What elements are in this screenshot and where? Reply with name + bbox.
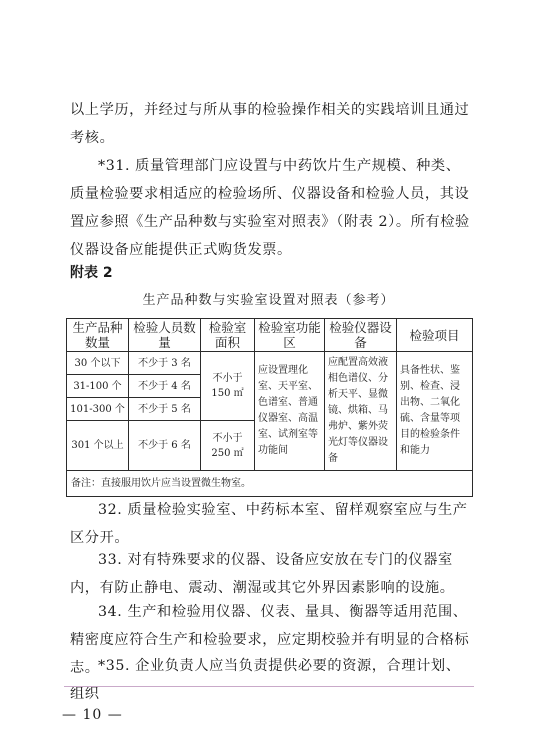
cell-equipment: 应配置高效液相色谱仪、分析天平、显微镜、烘箱、马弗炉、紫外荧光灯等仪器设备 xyxy=(325,352,397,471)
paragraph-31: *31. 质量管理部门应设置与中药饮片生产规模、种类、质量检验要求相适应的检验场所、仪器设备和检验人员，其设置应参照《生产品种数与实验室对照表》（附表 2）。所有检验仪器设备应能提供正式购货发票。 xyxy=(70,158,470,258)
appendix-heading: 附表 2 xyxy=(70,265,113,281)
page-number: — 10 — xyxy=(62,707,123,723)
table-row xyxy=(67,352,473,375)
cell-area-small: 不小于 150 ㎡ xyxy=(201,352,255,421)
cell-varieties: 101-300 个 xyxy=(67,398,129,421)
table-header-row xyxy=(67,319,473,352)
header-equipment: 检验仪器设备 xyxy=(325,319,397,352)
table-note-row xyxy=(67,471,473,497)
header-test-items: 检验项目 xyxy=(397,319,473,352)
paragraph-30-continued: 以上学历，并经过与所从事的检验操作相关的实践培训且通过考核。 xyxy=(70,102,470,146)
paragraph-35: *35. 企业负责人应当负责提供必要的资源，合理计划、组织 xyxy=(70,658,461,702)
paragraph-33: 33. 对有特殊要求的仪器、设备应安放在专门的仪器室内，有防止静电、震动、潮湿或其它外界因素影响的设施。 xyxy=(70,552,455,596)
header-function: 检验室功能区 xyxy=(255,319,325,352)
cell-staff: 不少于 4 名 xyxy=(129,375,201,398)
cell-staff: 不少于 5 名 xyxy=(129,398,201,421)
page-divider xyxy=(64,686,474,687)
header-staff: 检验人员数量 xyxy=(129,319,201,352)
cell-varieties: 301 个以上 xyxy=(67,421,129,471)
cell-area-large: 不小于 250 ㎡ xyxy=(201,421,255,471)
table-title: 生产品种数与实验室设置对照表（参考） xyxy=(142,293,395,308)
paragraph-34: 34. 生产和检验用仪器、仪表、量具、衡器等适用范围、精密度应符合生产和检验要求，应定期校验并有明显的合格标志。 xyxy=(70,604,470,676)
header-area: 检验室面积 xyxy=(201,319,255,352)
paragraph-32: 32. 质量检验实验室、中药标本室、留样观察室应与生产区分开。 xyxy=(70,502,468,546)
cell-test-items: 具备性状、鉴别、检查、浸出物、二氧化硫、含量等项目的检验条件和能力 xyxy=(397,352,473,471)
header-varieties: 生产品种数量 xyxy=(67,319,129,352)
cell-staff: 不少于 3 名 xyxy=(129,352,201,375)
cell-varieties: 31-100 个 xyxy=(67,375,129,398)
lab-setup-table xyxy=(66,318,473,497)
cell-varieties: 30 个以下 xyxy=(67,352,129,375)
cell-staff: 不少于 6 名 xyxy=(129,421,201,471)
cell-function-areas: 应设置理化室、天平室、色谱室、普通仪器室、高温室、试剂室等功能间 xyxy=(255,352,325,471)
table-note: 备注：直接服用饮片应当设置微生物室。 xyxy=(67,471,473,497)
